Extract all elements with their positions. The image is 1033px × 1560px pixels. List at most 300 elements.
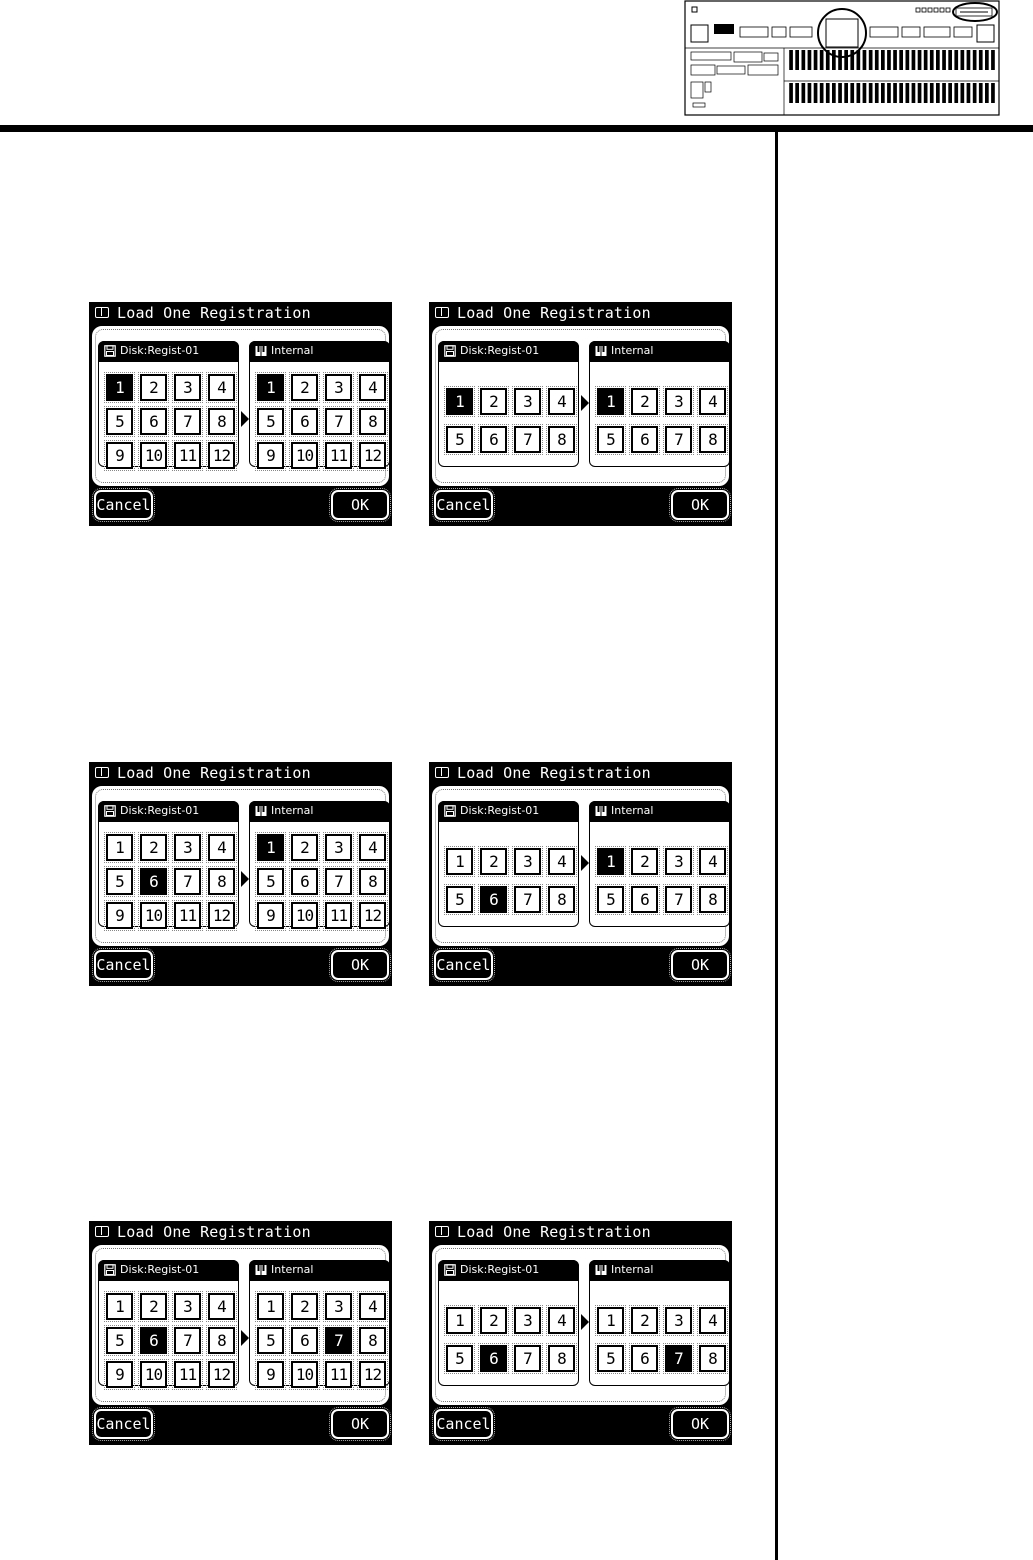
grid-cell [512, 1305, 546, 1343]
arrow-right-icon [581, 395, 589, 411]
grid-cell [546, 846, 580, 884]
source-registration-button-3[interactable]: 3 [174, 1293, 201, 1320]
floppy-disk-icon [444, 1264, 456, 1276]
grid-cell [663, 1305, 697, 1343]
source-registration-button-8[interactable]: 8 [548, 426, 575, 453]
screen-title: Load One Registration [117, 304, 311, 322]
source-grid [444, 846, 577, 922]
source-panel [98, 1260, 239, 1386]
grid-cell [357, 1291, 391, 1325]
source-registration-button-8[interactable]: 8 [208, 408, 235, 435]
source-registration-button-10[interactable]: 10 [140, 902, 167, 929]
grid-cell [255, 1359, 289, 1393]
dest-registration-button-1[interactable]: 1 [257, 1293, 284, 1320]
grid-cell [478, 424, 512, 462]
black-key [924, 50, 928, 70]
dest-registration-button-6[interactable]: 6 [291, 868, 318, 895]
grid-cell [323, 866, 357, 900]
keyboard-icon [595, 1264, 607, 1276]
grid-cell [357, 1325, 391, 1359]
source-registration-button-7[interactable]: 7 [514, 426, 541, 453]
cancel-button[interactable]: Cancel [434, 950, 493, 980]
dest-registration-button-8[interactable]: 8 [359, 1327, 386, 1354]
grid-cell [357, 1359, 391, 1393]
grid-cell [104, 440, 138, 474]
black-key [991, 50, 995, 70]
dest-registration-button-5[interactable]: 5 [597, 886, 624, 913]
black-key [881, 50, 885, 70]
source-registration-button-2[interactable]: 2 [140, 374, 167, 401]
grid-cell [444, 386, 478, 424]
grid-cell [629, 884, 663, 922]
ok-button[interactable]: OK [331, 950, 389, 980]
black-key [912, 50, 916, 70]
dest-label: Internal [271, 344, 314, 357]
source-registration-button-4[interactable]: 4 [548, 848, 575, 875]
floppy-disk-icon [444, 805, 456, 817]
source-registration-button-9[interactable]: 9 [106, 442, 133, 469]
grid-cell [512, 1343, 546, 1381]
grid-cell [104, 372, 138, 406]
dest-registration-button-5[interactable]: 5 [597, 426, 624, 453]
grid-cell [697, 884, 731, 922]
grid-cell [289, 406, 323, 440]
dest-registration-button-1[interactable]: 1 [597, 1307, 624, 1334]
dest-registration-button-1[interactable]: 1 [257, 834, 284, 861]
book-icon [95, 1226, 109, 1237]
grid-cell [255, 1325, 289, 1359]
grid-cell [255, 440, 289, 474]
grid-cell [663, 386, 697, 424]
dest-registration-button-8[interactable]: 8 [699, 1345, 726, 1372]
dest-registration-button-4[interactable]: 4 [699, 848, 726, 875]
grid-cell [323, 832, 357, 866]
source-registration-button-6[interactable]: 6 [140, 868, 167, 895]
black-key [820, 50, 824, 70]
grid-cell [546, 1343, 580, 1381]
black-key [802, 83, 806, 103]
source-registration-button-3[interactable]: 3 [174, 834, 201, 861]
cancel-button[interactable]: Cancel [94, 950, 153, 980]
title-bar [89, 1221, 392, 1245]
dest-registration-button-11[interactable]: 11 [325, 442, 352, 469]
dest-registration-button-11[interactable]: 11 [325, 1361, 352, 1388]
source-registration-button-12[interactable]: 12 [208, 1361, 235, 1388]
dest-registration-button-7[interactable]: 7 [665, 426, 692, 453]
grid-cell [357, 900, 391, 934]
source-registration-button-7[interactable]: 7 [514, 1345, 541, 1372]
source-registration-button-12[interactable]: 12 [208, 442, 235, 469]
dest-registration-button-7[interactable]: 7 [665, 886, 692, 913]
source-panel [98, 801, 239, 927]
screen-title: Load One Registration [117, 1223, 311, 1241]
title-bar [89, 762, 392, 786]
grid-cell [138, 372, 172, 406]
grid-cell [206, 1325, 240, 1359]
dest-registration-button-9[interactable]: 9 [257, 442, 284, 469]
source-registration-button-3[interactable]: 3 [514, 388, 541, 415]
dest-header [249, 341, 390, 362]
dest-registration-button-2[interactable]: 2 [631, 1307, 658, 1334]
source-registration-button-1[interactable]: 1 [106, 1293, 133, 1320]
source-label: Disk:Regist-01 [120, 804, 200, 817]
grid-cell [697, 1305, 731, 1343]
screen-title: Load One Registration [457, 1223, 651, 1241]
grid-cell [323, 406, 357, 440]
dest-registration-button-8[interactable]: 8 [699, 426, 726, 453]
source-registration-button-11[interactable]: 11 [174, 442, 201, 469]
screen-title: Load One Registration [457, 764, 651, 782]
dest-registration-button-1[interactable]: 1 [257, 374, 284, 401]
dest-registration-button-3[interactable]: 3 [665, 848, 692, 875]
grid-cell [172, 440, 206, 474]
source-registration-button-5[interactable]: 5 [106, 868, 133, 895]
dest-registration-button-1[interactable]: 1 [597, 848, 624, 875]
grid-cell [104, 866, 138, 900]
dest-registration-button-4[interactable]: 4 [699, 388, 726, 415]
black-key [918, 83, 922, 103]
source-header [438, 801, 579, 822]
grid-cell [206, 900, 240, 934]
black-key [875, 83, 879, 103]
grid-cell [357, 832, 391, 866]
dest-registration-button-3[interactable]: 3 [325, 834, 352, 861]
footer-bar [89, 1405, 392, 1445]
ok-button[interactable]: OK [331, 490, 389, 520]
content-area [432, 326, 729, 486]
source-registration-button-4[interactable]: 4 [548, 388, 575, 415]
black-key [942, 83, 946, 103]
dest-registration-button-5[interactable]: 5 [257, 868, 284, 895]
dest-registration-button-1[interactable]: 1 [597, 388, 624, 415]
source-registration-button-5[interactable]: 5 [446, 1345, 473, 1372]
sidebar-rule [775, 132, 778, 1560]
dest-registration-button-2[interactable]: 2 [631, 848, 658, 875]
grid-cell [629, 424, 663, 462]
grid-cell [629, 1305, 663, 1343]
source-registration-button-5[interactable]: 5 [446, 886, 473, 913]
footer-bar [429, 1405, 732, 1445]
black-key [820, 83, 824, 103]
grid-cell [357, 440, 391, 474]
ok-button[interactable]: OK [671, 490, 729, 520]
book-icon [95, 307, 109, 318]
ok-button[interactable]: OK [331, 1409, 389, 1439]
dest-registration-button-8[interactable]: 8 [359, 868, 386, 895]
grid-cell [357, 372, 391, 406]
source-registration-button-1[interactable]: 1 [446, 388, 473, 415]
grid-cell [512, 884, 546, 922]
dest-registration-button-12[interactable]: 12 [359, 902, 386, 929]
source-registration-button-8[interactable]: 8 [548, 886, 575, 913]
dest-registration-button-9[interactable]: 9 [257, 902, 284, 929]
grid-cell [138, 1325, 172, 1359]
grid-cell [323, 900, 357, 934]
dest-registration-button-10[interactable]: 10 [291, 902, 318, 929]
black-key [930, 50, 934, 70]
grid-cell [478, 846, 512, 884]
dest-registration-button-7[interactable]: 7 [325, 1327, 352, 1354]
dest-registration-button-5[interactable]: 5 [597, 1345, 624, 1372]
source-registration-button-8[interactable]: 8 [208, 868, 235, 895]
grid-cell [697, 1343, 731, 1381]
load-one-registration-screen-1 [89, 302, 392, 526]
grid-cell [104, 1325, 138, 1359]
footer-bar [429, 486, 732, 526]
floppy-disk-icon [104, 805, 116, 817]
floppy-disk-icon [444, 345, 456, 357]
dest-registration-button-6[interactable]: 6 [291, 1327, 318, 1354]
black-key [979, 83, 983, 103]
organ-panel-illustration [684, 0, 1000, 116]
source-registration-button-7[interactable]: 7 [514, 886, 541, 913]
grid-cell [289, 1291, 323, 1325]
source-registration-button-2[interactable]: 2 [140, 1293, 167, 1320]
source-registration-button-10[interactable]: 10 [140, 442, 167, 469]
grid-cell [512, 424, 546, 462]
black-key [918, 50, 922, 70]
load-one-registration-screen-5 [89, 1221, 392, 1445]
dest-header [589, 801, 730, 822]
source-registration-button-9[interactable]: 9 [106, 902, 133, 929]
black-key [979, 50, 983, 70]
source-registration-button-3[interactable]: 3 [174, 374, 201, 401]
black-key [985, 50, 989, 70]
dest-registration-button-8[interactable]: 8 [699, 886, 726, 913]
grid-cell [663, 424, 697, 462]
grid-cell [323, 440, 357, 474]
black-key [924, 83, 928, 103]
source-registration-button-2[interactable]: 2 [480, 388, 507, 415]
grid-cell [512, 846, 546, 884]
dest-registration-button-6[interactable]: 6 [631, 886, 658, 913]
black-key [973, 50, 977, 70]
dest-registration-button-4[interactable]: 4 [699, 1307, 726, 1334]
source-registration-button-4[interactable]: 4 [208, 834, 235, 861]
load-one-registration-screen-2 [429, 302, 732, 526]
grid-cell [289, 1359, 323, 1393]
grid-cell [444, 1305, 478, 1343]
dest-registration-button-6[interactable]: 6 [291, 408, 318, 435]
source-registration-button-1[interactable]: 1 [446, 848, 473, 875]
black-key [942, 50, 946, 70]
black-key [814, 83, 818, 103]
dest-registration-button-8[interactable]: 8 [359, 408, 386, 435]
source-registration-button-4[interactable]: 4 [208, 1293, 235, 1320]
source-registration-button-12[interactable]: 12 [208, 902, 235, 929]
dest-grid [595, 1305, 728, 1381]
arrow-right-icon [241, 1330, 249, 1346]
cancel-button[interactable]: Cancel [434, 1409, 493, 1439]
grid-cell [172, 1325, 206, 1359]
grid-cell [478, 1343, 512, 1381]
dest-registration-button-3[interactable]: 3 [325, 1293, 352, 1320]
dest-grid [595, 386, 728, 462]
source-registration-button-1[interactable]: 1 [446, 1307, 473, 1334]
grid-cell [595, 846, 629, 884]
dest-panel [249, 801, 390, 927]
source-registration-button-8[interactable]: 8 [208, 1327, 235, 1354]
source-registration-button-6[interactable]: 6 [480, 886, 507, 913]
source-registration-button-11[interactable]: 11 [174, 1361, 201, 1388]
dest-registration-button-12[interactable]: 12 [359, 1361, 386, 1388]
screen-title: Load One Registration [117, 764, 311, 782]
dest-registration-button-11[interactable]: 11 [325, 902, 352, 929]
source-registration-button-3[interactable]: 3 [514, 1307, 541, 1334]
source-grid [104, 832, 237, 934]
grid-cell [138, 832, 172, 866]
grid-cell [444, 1343, 478, 1381]
black-key [863, 83, 867, 103]
grid-cell [255, 406, 289, 440]
source-panel [98, 341, 239, 467]
content-area [92, 786, 389, 946]
dest-registration-button-2[interactable]: 2 [291, 1293, 318, 1320]
source-registration-button-9[interactable]: 9 [106, 1361, 133, 1388]
black-key [844, 83, 848, 103]
grid-cell [546, 424, 580, 462]
dest-registration-button-2[interactable]: 2 [291, 374, 318, 401]
source-registration-button-11[interactable]: 11 [174, 902, 201, 929]
dest-registration-button-4[interactable]: 4 [359, 834, 386, 861]
source-registration-button-4[interactable]: 4 [208, 374, 235, 401]
dest-registration-button-12[interactable]: 12 [359, 442, 386, 469]
ok-button[interactable]: OK [671, 1409, 729, 1439]
source-registration-button-4[interactable]: 4 [548, 1307, 575, 1334]
grid-cell [138, 440, 172, 474]
dest-registration-button-2[interactable]: 2 [631, 388, 658, 415]
cancel-button[interactable]: Cancel [94, 1409, 153, 1439]
dest-registration-button-7[interactable]: 7 [325, 868, 352, 895]
dest-registration-button-3[interactable]: 3 [665, 388, 692, 415]
grid-cell [172, 1359, 206, 1393]
black-key [887, 83, 891, 103]
grid-cell [357, 406, 391, 440]
source-registration-button-5[interactable]: 5 [106, 1327, 133, 1354]
source-registration-button-2[interactable]: 2 [140, 834, 167, 861]
grid-cell [595, 424, 629, 462]
source-registration-button-6[interactable]: 6 [480, 426, 507, 453]
source-registration-button-3[interactable]: 3 [514, 848, 541, 875]
screen-title: Load One Registration [457, 304, 651, 322]
dest-registration-button-5[interactable]: 5 [257, 1327, 284, 1354]
source-registration-button-6[interactable]: 6 [140, 1327, 167, 1354]
source-header [98, 341, 239, 362]
dest-registration-button-3[interactable]: 3 [665, 1307, 692, 1334]
grid-cell [255, 866, 289, 900]
source-registration-button-2[interactable]: 2 [480, 848, 507, 875]
source-registration-button-2[interactable]: 2 [480, 1307, 507, 1334]
source-panel [438, 341, 579, 467]
dest-label: Internal [611, 344, 654, 357]
source-grid [444, 386, 577, 462]
dest-panel [249, 341, 390, 467]
source-registration-button-5[interactable]: 5 [446, 426, 473, 453]
source-label: Disk:Regist-01 [120, 1263, 200, 1276]
dest-header [589, 1260, 730, 1281]
dest-registration-button-3[interactable]: 3 [325, 374, 352, 401]
floppy-disk-icon [104, 1264, 116, 1276]
header-rule [0, 125, 1033, 132]
content-area [92, 1245, 389, 1405]
grid-cell [289, 866, 323, 900]
footer-bar [89, 486, 392, 526]
source-registration-button-7[interactable]: 7 [174, 868, 201, 895]
grid-cell [629, 386, 663, 424]
grid-cell [172, 832, 206, 866]
black-key [881, 83, 885, 103]
ok-button[interactable]: OK [671, 950, 729, 980]
black-key [967, 83, 971, 103]
title-bar [429, 762, 732, 786]
source-registration-button-1[interactable]: 1 [106, 374, 133, 401]
dest-registration-button-7[interactable]: 7 [325, 408, 352, 435]
black-key [936, 50, 940, 70]
source-registration-button-6[interactable]: 6 [140, 408, 167, 435]
book-icon [435, 767, 449, 778]
dest-label: Internal [271, 804, 314, 817]
cancel-button[interactable]: Cancel [94, 490, 153, 520]
source-registration-button-10[interactable]: 10 [140, 1361, 167, 1388]
black-key [826, 83, 830, 103]
dest-registration-button-6[interactable]: 6 [631, 426, 658, 453]
grid-cell [138, 900, 172, 934]
black-key [899, 50, 903, 70]
dest-grid [255, 1291, 388, 1393]
grid-cell [104, 1359, 138, 1393]
grid-cell [172, 900, 206, 934]
source-registration-button-7[interactable]: 7 [174, 1327, 201, 1354]
black-key [795, 83, 799, 103]
source-registration-button-5[interactable]: 5 [106, 408, 133, 435]
source-grid [104, 372, 237, 474]
dest-registration-button-6[interactable]: 6 [631, 1345, 658, 1372]
load-one-registration-screen-4 [429, 762, 732, 986]
dest-registration-button-9[interactable]: 9 [257, 1361, 284, 1388]
cancel-button[interactable]: Cancel [434, 490, 493, 520]
dest-registration-button-10[interactable]: 10 [291, 1361, 318, 1388]
dest-label: Internal [271, 1263, 314, 1276]
dest-registration-button-4[interactable]: 4 [359, 374, 386, 401]
dest-registration-button-4[interactable]: 4 [359, 1293, 386, 1320]
source-registration-button-7[interactable]: 7 [174, 408, 201, 435]
keyboard-icon [595, 345, 607, 357]
title-bar [429, 1221, 732, 1245]
dest-registration-button-5[interactable]: 5 [257, 408, 284, 435]
grid-cell [595, 1305, 629, 1343]
grid-cell [255, 832, 289, 866]
grid-cell [104, 406, 138, 440]
dest-registration-button-7[interactable]: 7 [665, 1345, 692, 1372]
grid-cell [138, 406, 172, 440]
dest-registration-button-10[interactable]: 10 [291, 442, 318, 469]
grid-cell [289, 832, 323, 866]
source-header [98, 1260, 239, 1281]
source-registration-button-1[interactable]: 1 [106, 834, 133, 861]
black-key [948, 83, 952, 103]
dest-registration-button-2[interactable]: 2 [291, 834, 318, 861]
content-area [432, 1245, 729, 1405]
load-one-registration-screen-3 [89, 762, 392, 986]
dest-grid [255, 372, 388, 474]
black-key [795, 50, 799, 70]
grid-cell [663, 1343, 697, 1381]
black-key [802, 50, 806, 70]
grid-cell [546, 1305, 580, 1343]
source-registration-button-8[interactable]: 8 [548, 1345, 575, 1372]
black-key [906, 50, 910, 70]
source-registration-button-6[interactable]: 6 [480, 1345, 507, 1372]
